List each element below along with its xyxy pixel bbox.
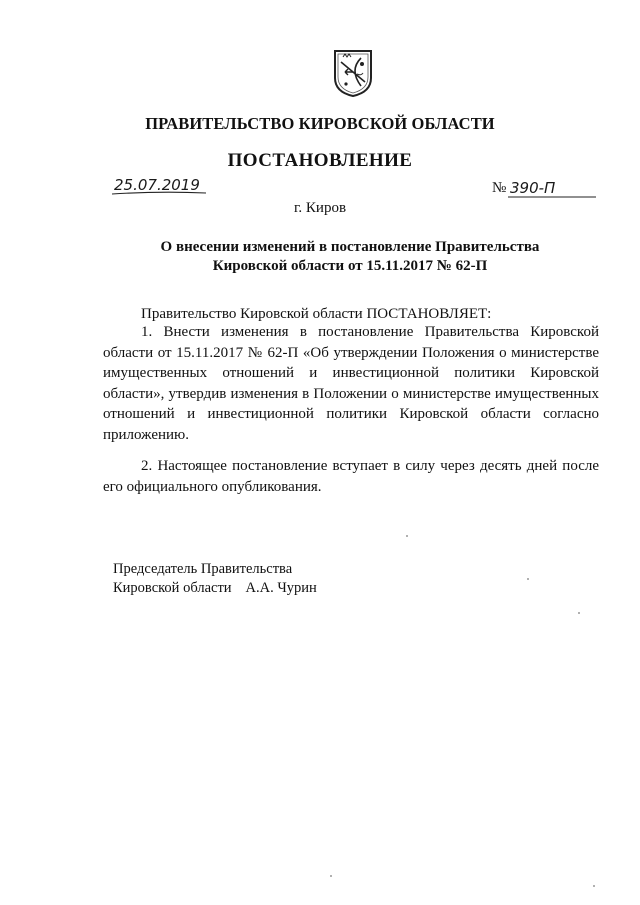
- document-subject: [0, 238, 640, 276]
- document-type: ПОСТАНОВЛЕНИЕ: [227, 150, 413, 171]
- signatory-position: Председатель Правительства: [113, 561, 293, 577]
- scan-speck: [593, 885, 595, 887]
- subject-line-2: Кировской области от 15.11.2017 № 62-П: [212, 258, 488, 274]
- signatory-name: А.А. Чурин: [245, 580, 317, 596]
- svg-text:25.07.2019: 25.07.2019: [114, 176, 200, 194]
- decree-item-2: 2. Настоящее постановление вступает в силу через десять дней после его официального опубликования.: [103, 458, 599, 495]
- city-label: г. Киров: [293, 200, 347, 216]
- svg-text:390-П: 390-П: [510, 179, 556, 197]
- signatory-line-2: [113, 579, 317, 598]
- coat-of-arms-icon: [331, 48, 375, 98]
- number-label: №: [492, 180, 507, 196]
- signature-block: [113, 560, 317, 598]
- decree-item-1: 1. Внести изменения в постановление Правительства Кировской области от 15.11.2017 № 62-П «Об утверждении Положения о министерстве имущественных отношений и инвестиционной политики Кировской области», утвердив изменения в Положении о министерстве имущественных отношений и инвестиционной политики Кировской области согласно приложению.: [103, 324, 599, 443]
- government-title: ПРАВИТЕЛЬСТВО КИРОВСКОЙ ОБЛАСТИ: [145, 114, 495, 133]
- decree-statement: Правительство Кировской области ПОСТАНОВЛЯЕТ:: [141, 306, 492, 322]
- handwritten-number: [508, 177, 598, 201]
- handwritten-date: [112, 176, 208, 198]
- scan-speck: [527, 578, 529, 580]
- scan-speck: [578, 612, 580, 614]
- scan-speck: [406, 535, 408, 537]
- scan-speck: [330, 875, 332, 877]
- subject-line-1: О внесении изменений в постановление Правительства: [160, 239, 540, 255]
- signatory-region: Кировской области: [113, 580, 232, 596]
